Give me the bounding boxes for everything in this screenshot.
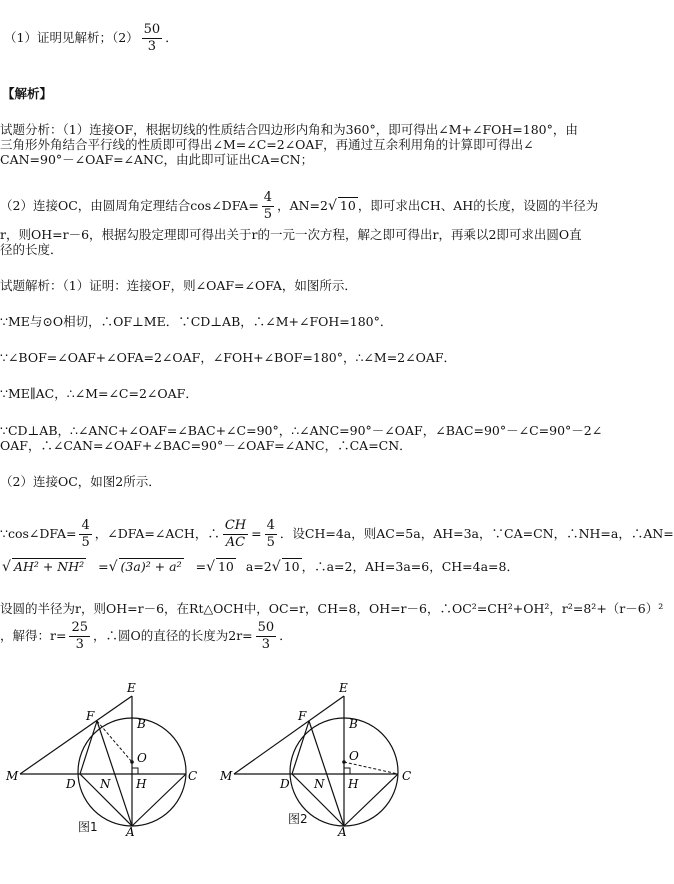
answer-prefix: （1）证明见解析；（2）: [4, 30, 139, 45]
solution-line-2: ∵ME与⊙O相切，∴OF⊥ME．∵CD⊥AB，∴∠M+∠FOH=180°．: [0, 314, 393, 329]
solution-line-6: OAF，∴∠CAN=∠OAF+∠BAC=90°－∠OAF=∠ANC，∴CA=CN．: [0, 438, 412, 453]
line-me: [234, 696, 344, 774]
answer-line: （1）证明见解析；（2） $\frac{50}{3}$ ．: [4, 22, 178, 54]
line-fd: [292, 721, 309, 774]
label-a: A: [338, 825, 347, 839]
label-a: A: [126, 825, 135, 839]
label-h: H: [348, 777, 359, 791]
right-angle-mark: [132, 768, 138, 774]
solution-line-4: ∵ME∥AC，∴∠M=∠C=2∠OAF．: [0, 386, 198, 401]
analysis-line-5: r，则OH=r－6，根据勾股定理即可得出关于r的一元一次方程，解之即可得出r，再乘以2即可求出圆O直: [0, 227, 582, 242]
sqrt-expression: 10: [339, 198, 356, 213]
center-o: [342, 760, 346, 764]
section-heading: 【解析】: [2, 86, 53, 101]
analysis-part2-line: （2）连接OC，由圆周角定理结合cos∠DFA= $\frac{4}{5}$ ，AN=2√ 10 ，即可求出CH、AH的长度，设圆的半径为: [0, 190, 599, 222]
analysis-line-3: CAN=90°－∠OAF=∠ANC，由此即可证出CA=CN；: [0, 152, 314, 167]
center-o: [130, 760, 134, 764]
figure-2-diagram: [212, 680, 422, 840]
line-me: [20, 696, 132, 774]
analysis-line-6: 径的长度．: [0, 242, 63, 257]
analysis-line-2: 三角形外角结合平行线的性质即可得出∠M=∠C=2∠OAF，再通过互余利用角的计算即可得出∠: [0, 137, 534, 152]
cos-fraction: $\frac{4}{5}$: [263, 190, 273, 222]
analysis-line-1: 试题分析：（1）连接OF，根据切线的性质结合四边形内角和为360°，即可得出∠M+∠FOH=180°，由: [0, 122, 578, 137]
solution-line-8: ∵cos∠DFA= $\frac{4}{5}$ ，∠DFA=∠ACH，∴ $\frac{CH}{AC}$ = $\frac{4}{5}$ ．设CH=4a，则AC=5a，AH=3a，∵CA=CN，∴NH=a，∴AN=: [0, 518, 674, 550]
solution-line-1: 试题解析：（1）证明：连接OF，则∠OAF=∠OFA，如图所示．: [0, 278, 357, 293]
label-f: F: [86, 709, 95, 723]
solution-line-3: ∵∠BOF=∠OAF+∠OFA=2∠OAF，∠FOH+∠BOF=180°，∴∠M=2∠OAF．: [0, 350, 457, 365]
label-e: E: [127, 681, 136, 695]
label-e: E: [339, 681, 348, 695]
figure-1-caption: 图1: [78, 820, 98, 834]
answer-fraction: $\frac{50}{3}$: [143, 22, 161, 54]
label-h: H: [136, 777, 147, 791]
label-c: C: [188, 769, 198, 783]
label-d: D: [280, 777, 290, 791]
solution-line-7: （2）连接OC，如图2所示．: [0, 474, 161, 489]
label-b: B: [349, 717, 358, 731]
label-d: D: [66, 777, 76, 791]
figure-2-caption: 图2: [288, 812, 308, 826]
label-b: B: [137, 717, 146, 731]
solution-line-11: ，解得：r= $\frac{25}{3}$ ，∴圆O的直径的长度为2r= $\frac{50}{3}$ ．: [0, 620, 292, 652]
solution-line-10: 设圆的半径为r，则OH=r－6，在Rt△OCH中，OC=r，CH=8，OH=r－6，∴OC²=CH²+OH²，r²=8²+（r－6）²: [0, 601, 664, 616]
label-n: N: [100, 777, 111, 791]
label-m: M: [6, 769, 19, 783]
line-oc-dashed: [344, 762, 398, 774]
label-o: O: [137, 751, 147, 765]
label-m: M: [220, 769, 233, 783]
line-fd: [80, 721, 97, 774]
right-angle-mark: [344, 768, 350, 774]
label-c: C: [402, 769, 412, 783]
label-o: O: [349, 749, 359, 763]
solution-line-9: √ AH² + NH² =√ (3a)² + a² =√ 10 a=2√ 10 ，∴a=2，AH=3a=6，CH=4a=8．: [2, 559, 519, 575]
label-n: N: [314, 777, 325, 791]
solution-line-5: ∵CD⊥AB，∴∠ANC+∠OAF=∠BAC+∠C=90°，∴∠ANC=90°－∠OAF，∠BAC=90°－∠C=90°－2∠: [0, 423, 603, 438]
label-f: F: [298, 709, 307, 723]
figure-1-diagram: [0, 680, 200, 840]
